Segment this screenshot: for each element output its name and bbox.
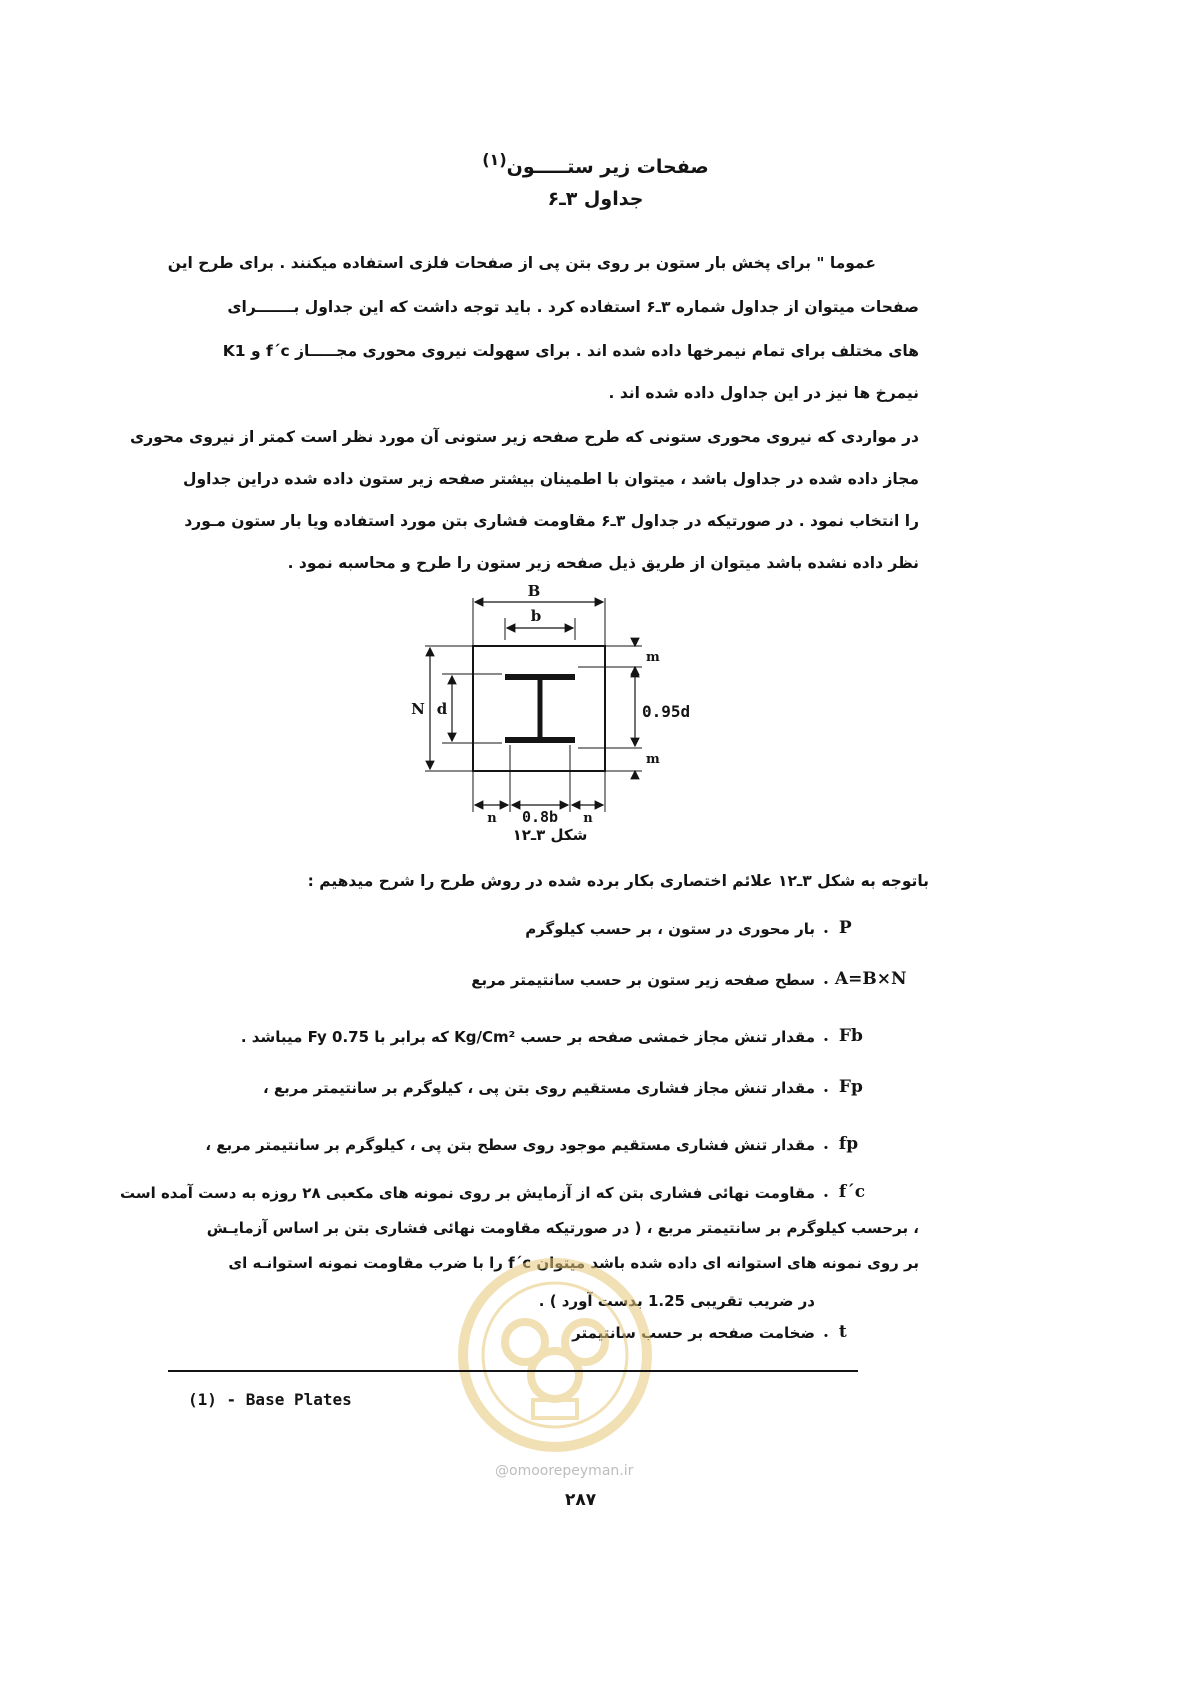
paragraph-line: عموما " برای پخش بار ستون بر روی بتن پی از صفحات فلزی استفاده میکنند . برای طرح این bbox=[167, 254, 876, 272]
definition-symbol: . t bbox=[823, 1322, 847, 1342]
paragraph-line: نیمرخ ها نیز در این جداول داده شده اند . bbox=[608, 384, 919, 402]
definition-symbol: . f´c bbox=[823, 1182, 866, 1202]
label-095d: 0.95d bbox=[642, 702, 691, 721]
definition-symbol: . P bbox=[823, 918, 852, 938]
paragraph-line: را انتخاب نمود . در صورتیکه در جداول ۳ـ۶ مقاومت فشاری بتن مورد استفاده ویا بار ستون مـورد bbox=[184, 512, 919, 530]
definition-text: مقدار تنش مجاز فشاری مستقیم روی بتن پی ، کیلوگرم بر سانتیمتر مربع ، bbox=[262, 1079, 815, 1097]
paragraph-line: K1 و f´c های مختلف برای تمام نیمرخها داده شده اند . برای سهولت نیروی محوری مجـــــاز bbox=[222, 342, 919, 360]
watermark-text: @omoorepeyman.ir bbox=[495, 1463, 634, 1479]
page-number: ۲۸۷ bbox=[565, 1490, 597, 1510]
paragraph-line: صفحات میتوان از جداول شماره ۳ـ۶ استفاده کرد . باید توجه داشت که این جداول بـــــــرای bbox=[227, 298, 919, 316]
footnote: (1) - Base Plates bbox=[188, 1390, 352, 1409]
label-n-right: n bbox=[583, 811, 593, 826]
label-N: N bbox=[411, 700, 425, 718]
figure-caption: شکل ۳ـ۱۲ bbox=[512, 826, 588, 844]
label-n-left: n bbox=[487, 811, 497, 826]
label-b: b bbox=[530, 607, 542, 625]
paragraph-line: مجاز داده شده در جداول باشد ، میتوان با اطمینان بیشتر صفحه زیر ستون داده شده دراین جداول bbox=[183, 470, 919, 488]
definition-symbol: . Fp bbox=[823, 1077, 863, 1097]
label-d: d bbox=[436, 700, 448, 718]
label-B: B bbox=[527, 582, 541, 600]
definition-symbol: . A=B×N bbox=[823, 969, 907, 989]
paragraph-line: نظر داده نشده باشد میتوان از طریق ذیل صفحه زیر ستون را طرح و محاسبه نمود . bbox=[287, 554, 919, 572]
definition-text: مقدار تنش مجاز خمشی صفحه بر حسب Kg/Cm² که برابر با 0.75 Fy میباشد . bbox=[240, 1028, 815, 1046]
title-footnote-marker: (۱) bbox=[482, 150, 507, 169]
definition-text: ضخامت صفحه بر حسب سانتیمتر bbox=[572, 1324, 815, 1342]
page-subtitle: جداول ۳ـ۶ bbox=[547, 188, 644, 210]
definition-symbol: . Fb bbox=[823, 1026, 863, 1046]
base-plate-figure bbox=[411, 580, 790, 840]
paragraph-line: در مواردی که نیروی محوری ستونی که طرح صفحه زیر ستونی آن مورد نظر است کمتر از نیروی محوری bbox=[130, 428, 919, 446]
paragraph-line: باتوجه به شکل ۳ـ۱۲ علائم اختصاری بکار برده شده در روش طرح را شرح میدهیم : bbox=[307, 872, 929, 890]
page-title bbox=[0, 150, 1191, 178]
label-08b: 0.8b bbox=[521, 808, 559, 826]
definition-text: در ضریب تقریبی 1.25 بدست آورد ) . bbox=[538, 1292, 815, 1310]
definition-text: بر روی نمونه های استوانه ای داده شده باشد میتوان f´c را با ضرب مقاومت نمونه استوانـه ای bbox=[228, 1254, 919, 1272]
definition-text: سطح صفحه زیر ستون بر حسب سانتیمتر مربع bbox=[471, 971, 815, 989]
definition-text: بار محوری در ستون ، بر حسب کیلوگرم bbox=[525, 920, 815, 938]
watermark-seal bbox=[455, 1250, 655, 1460]
definition-text: مقاومت نهائی فشاری بتن که از آزمایش بر روی نمونه های مکعبی ۲۸ روزه به دست آمده است bbox=[119, 1184, 815, 1202]
label-m-bottom: m bbox=[646, 752, 660, 767]
definition-text: مقدار تنش فشاری مستقیم موجود روی سطح بتن پی ، کیلوگرم بر سانتیمتر مربع ، bbox=[205, 1136, 815, 1154]
footnote-divider bbox=[168, 1370, 858, 1372]
title-text: صفحات زیر ستـــــون bbox=[506, 156, 709, 178]
label-m-top: m bbox=[646, 650, 660, 665]
definition-symbol: . fp bbox=[823, 1134, 859, 1154]
definition-text: ، برحسب کیلوگرم بر سانتیمتر مربع ، ( در صورتیکه مقاومت نهائی فشاری بتن بر اساس آزمایـش bbox=[206, 1219, 919, 1237]
